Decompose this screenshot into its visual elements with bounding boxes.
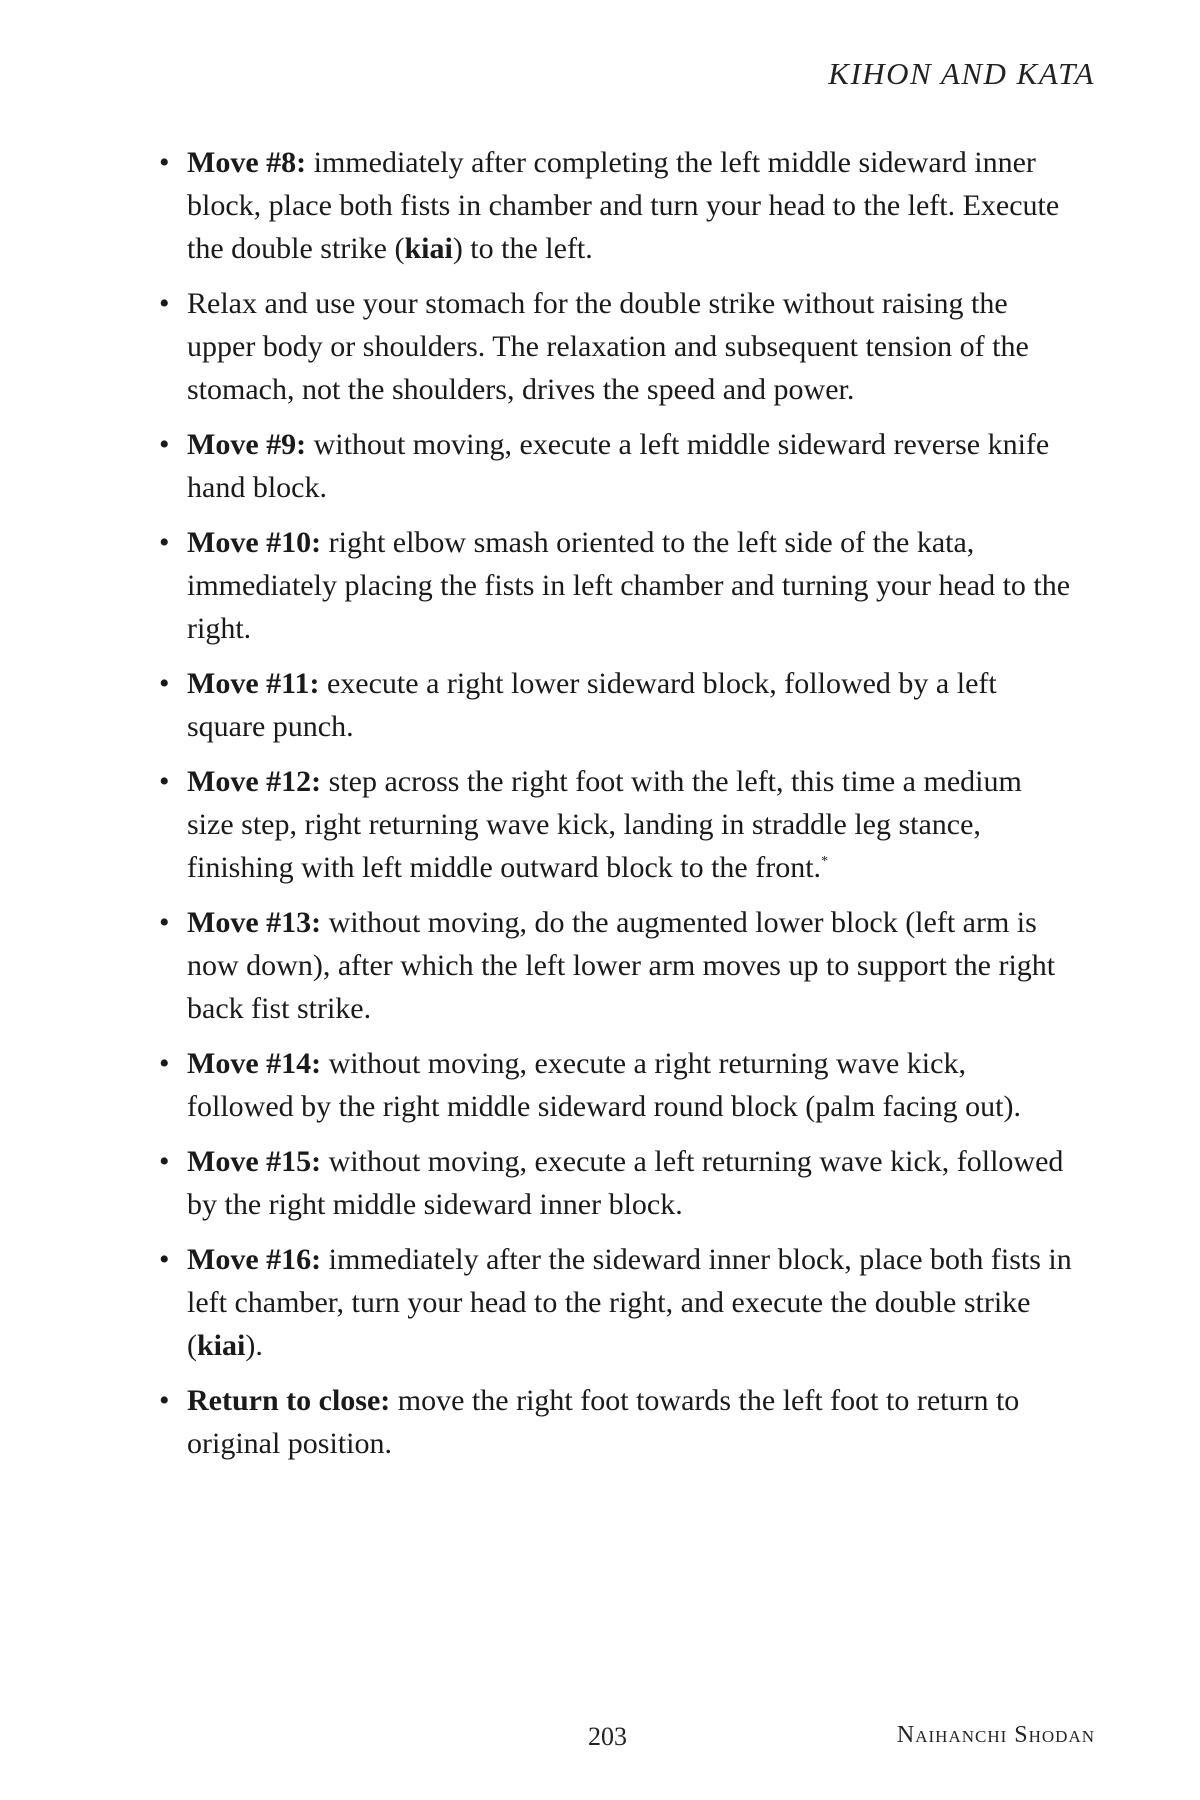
item-text: Relax and use your stomach for the double strike without raising the upper body or shoulders. The relaxation and subsequent tension of the stomach, not the shoulders, drives the speed and power.: [187, 287, 1029, 406]
item-text: without moving, do the augmented lower block (left arm is now down), after which the left lower arm moves up to support the right back fist strike.: [187, 906, 1056, 1025]
item-text: right elbow smash oriented to the left side of the kata, immediately placing the fists in left chamber and turning your head to the right.: [187, 526, 1071, 645]
item-lead: Move #15:: [187, 1145, 322, 1178]
bullet-icon: •: [159, 765, 170, 798]
list-item: [155, 1140, 1075, 1226]
item-text: without moving, execute a left returning wave kick, followed by the right middle sideward inner block.: [187, 1145, 1064, 1221]
list-item: [155, 282, 1075, 411]
bullet-icon: •: [159, 906, 170, 939]
item-lead: Move #8:: [187, 146, 307, 179]
item-text: step across the right foot with the left, this time a medium size step, right returning wave kick, landing in straddle leg stance, finishing with left middle outward block to the front.: [187, 765, 1022, 884]
item-emphasis: kiai: [197, 1329, 246, 1362]
item-text: ) to the left.: [452, 232, 593, 265]
list-item: [155, 662, 1075, 748]
page-number: 203: [588, 1722, 627, 1751]
item-text: immediately after the sideward inner block, place both fists in left chamber, turn your head to the right, and execute the double strike (: [187, 1243, 1072, 1362]
item-emphasis: kiai: [404, 232, 453, 265]
list-item: [155, 1379, 1075, 1465]
list-item: [155, 760, 1075, 889]
kata-move-list: [155, 141, 1075, 1465]
item-text: execute a right lower sideward block, followed by a left square punch.: [187, 667, 997, 743]
bullet-icon: •: [159, 1145, 170, 1178]
item-lead: Move #12:: [187, 765, 322, 798]
list-item: [155, 423, 1075, 509]
item-lead: Move #16:: [187, 1243, 322, 1276]
item-lead: Move #10:: [187, 526, 322, 559]
item-text: without moving, execute a right returning wave kick, followed by the right middle sideward round block (palm facing out).: [187, 1047, 1021, 1123]
bullet-icon: •: [159, 526, 170, 559]
running-head: KIHON AND KATA: [828, 56, 1095, 91]
item-lead: Move #14:: [187, 1047, 322, 1080]
list-item: [155, 901, 1075, 1030]
item-lead: Move #9:: [187, 428, 307, 461]
item-text: ).: [245, 1329, 263, 1362]
item-text: immediately after completing the left middle sideward inner block, place both fists in chamber and turn your head to the left. Execute the double strike (: [187, 146, 1060, 265]
bullet-icon: •: [159, 1384, 170, 1417]
list-item: [155, 1238, 1075, 1367]
bullet-icon: •: [159, 1047, 170, 1080]
list-item: [155, 141, 1075, 270]
item-lead: Move #13:: [187, 906, 322, 939]
bullet-icon: •: [159, 667, 170, 700]
footnote-marker: *: [821, 854, 829, 869]
list-item: [155, 1042, 1075, 1128]
item-text: move the right foot towards the left foot to return to original position.: [187, 1384, 1020, 1460]
running-foot: Naihanchi Shodan: [896, 1722, 1095, 1748]
item-text: without moving, execute a left middle sideward reverse knife hand block.: [187, 428, 1050, 504]
list-item: [155, 521, 1075, 650]
bullet-icon: •: [159, 428, 170, 461]
bullet-icon: •: [159, 146, 170, 179]
bullet-icon: •: [159, 287, 170, 320]
item-lead: Return to close:: [187, 1384, 391, 1417]
bullet-icon: •: [159, 1243, 170, 1276]
item-lead: Move #11:: [187, 667, 320, 700]
body-content: [155, 141, 1075, 1477]
